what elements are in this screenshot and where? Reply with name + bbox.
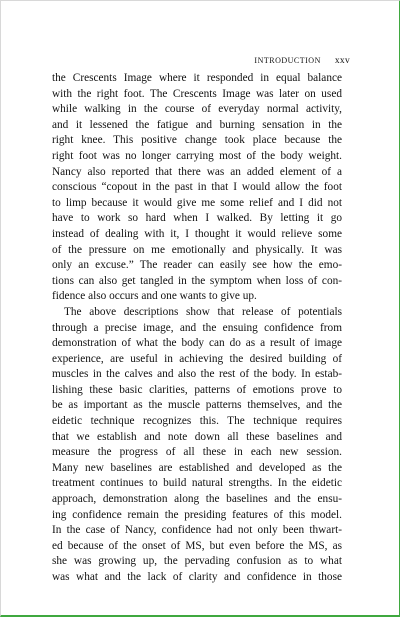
text-line: muscles in the calves and also the rest of the body. In estab- bbox=[52, 368, 342, 381]
body-text bbox=[52, 71, 342, 586]
text-line: measure the progress of all these in each new session. bbox=[52, 446, 342, 459]
text-line: conscious “copout in the past in that I would allow the foot bbox=[52, 181, 342, 194]
text-line: the Crescents Image where it responded in equal balance bbox=[52, 72, 342, 84]
text-line: was what and the lack of clarity and confidence in those bbox=[52, 571, 342, 583]
text-line: she was growing up, the pervading confusion as to what bbox=[52, 555, 342, 568]
text-line: while walking in the course of everyday normal activity, bbox=[52, 103, 342, 116]
text-line: only an excuse.” The reader can easily see how the emo- bbox=[52, 259, 342, 272]
text-line: ed because of the onset of MS, but even before the MS, as bbox=[52, 539, 342, 552]
text-line: that we establish and note down all these baselines and bbox=[52, 430, 342, 443]
text-line: experience, are useful in achieving the desired building of bbox=[52, 352, 342, 365]
text-line: fidence also occurs and one wants to give up. bbox=[52, 290, 257, 303]
text-line: treatment continues to build natural strengths. In the eidetic bbox=[52, 477, 342, 490]
text-line: approach, demonstration along the baselines and the ensu- bbox=[52, 493, 342, 506]
running-head bbox=[254, 56, 350, 66]
text-line: of the pressure on me emotionally and physically. It was bbox=[52, 243, 342, 256]
text-line: In the case of Nancy, confidence had not only been thwart- bbox=[52, 524, 342, 537]
text-line: lishing these basic clarities, patterns of emotions prove to bbox=[52, 383, 342, 396]
text-line: have to work so hard when I walked. By letting it go bbox=[52, 212, 342, 225]
text-line: ing confidence remain the presiding features of this model. bbox=[52, 508, 342, 521]
text-line: The above descriptions show that release of potentials bbox=[64, 305, 342, 318]
page-number: xxv bbox=[334, 56, 350, 66]
text-line: right knee. This positive change took place because the bbox=[52, 134, 342, 147]
text-line: right foot was no longer carrying most of the body weight. bbox=[52, 149, 342, 162]
text-line: with the right foot. The Crescents Image was later on used bbox=[52, 87, 342, 100]
text-line: demonstration of what the body can do as a result of image bbox=[52, 337, 342, 350]
text-line: to limp because it would give me some relief and I did not bbox=[52, 196, 342, 209]
text-line: Nancy also reported that there was an added element of a bbox=[52, 165, 342, 178]
text-line: instead of dealing with it, I thought it would relieve some bbox=[52, 227, 342, 240]
text-line: through a precise image, and the ensuing confidence from bbox=[52, 321, 342, 334]
section-title: INTRODUCTION bbox=[254, 56, 321, 65]
text-line: be as important as the muscle patterns themselves, and the bbox=[52, 399, 342, 412]
text-line: Many new baselines are established and developed as the bbox=[52, 461, 342, 474]
text-line: eidetic technique recognizes this. The technique requires bbox=[52, 415, 342, 428]
text-line: tions can also get tangled in the symptom when loss of con- bbox=[52, 274, 342, 287]
text-line: and it lessened the fatigue and burning sensation in the bbox=[52, 118, 342, 131]
